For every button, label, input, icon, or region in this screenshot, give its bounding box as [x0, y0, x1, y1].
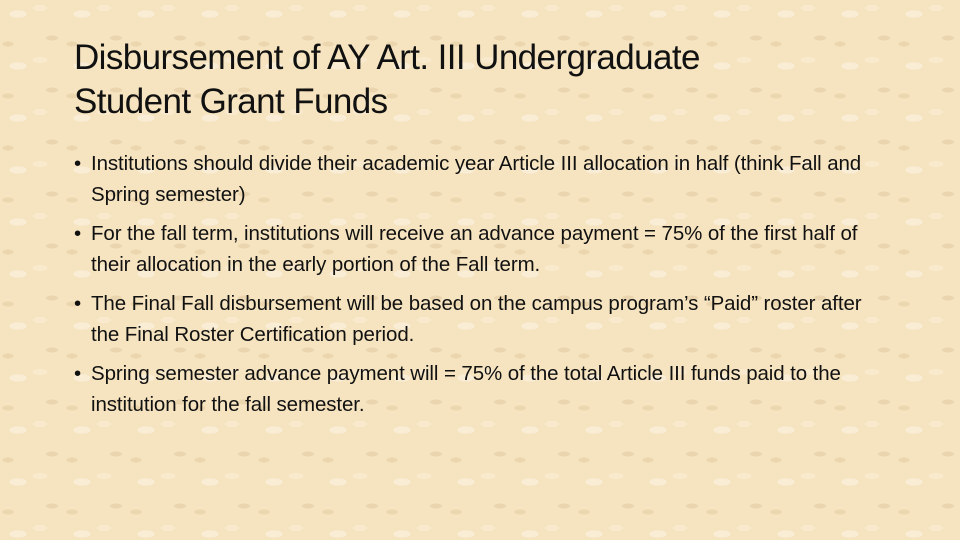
- bullet-marker: •: [74, 222, 82, 245]
- bullet-text: The Final Fall disbursement will be based on the campus program’s “Paid” roster after the Final Roster Certification period.: [91, 292, 862, 346]
- bullet-item-divide-allocation: [74, 148, 894, 210]
- bullet-item-fall-advance: [74, 218, 894, 280]
- bullet-text: For the fall term, institutions will receive an advance payment = 75% of the first half of their allocation in the early portion of the Fall term.: [91, 222, 858, 276]
- bullet-marker: •: [74, 362, 82, 385]
- bullet-marker: •: [74, 292, 82, 315]
- bullet-text: Spring semester advance payment will = 75% of the total Article III funds paid to the institution for the fall semester.: [91, 362, 841, 416]
- bullet-item-final-fall: [74, 288, 894, 350]
- slide-title: [74, 36, 914, 124]
- bullet-list: [74, 148, 894, 428]
- slide-title-line-1: Disbursement of AY Art. III Undergraduate: [74, 38, 700, 77]
- bullet-item-spring-advance: [74, 358, 894, 420]
- slide-title-line-2: Student Grant Funds: [74, 82, 388, 121]
- bullet-text: Institutions should divide their academic year Article III allocation in half (think Fall and Spring semester): [91, 152, 862, 206]
- bullet-marker: •: [74, 152, 82, 175]
